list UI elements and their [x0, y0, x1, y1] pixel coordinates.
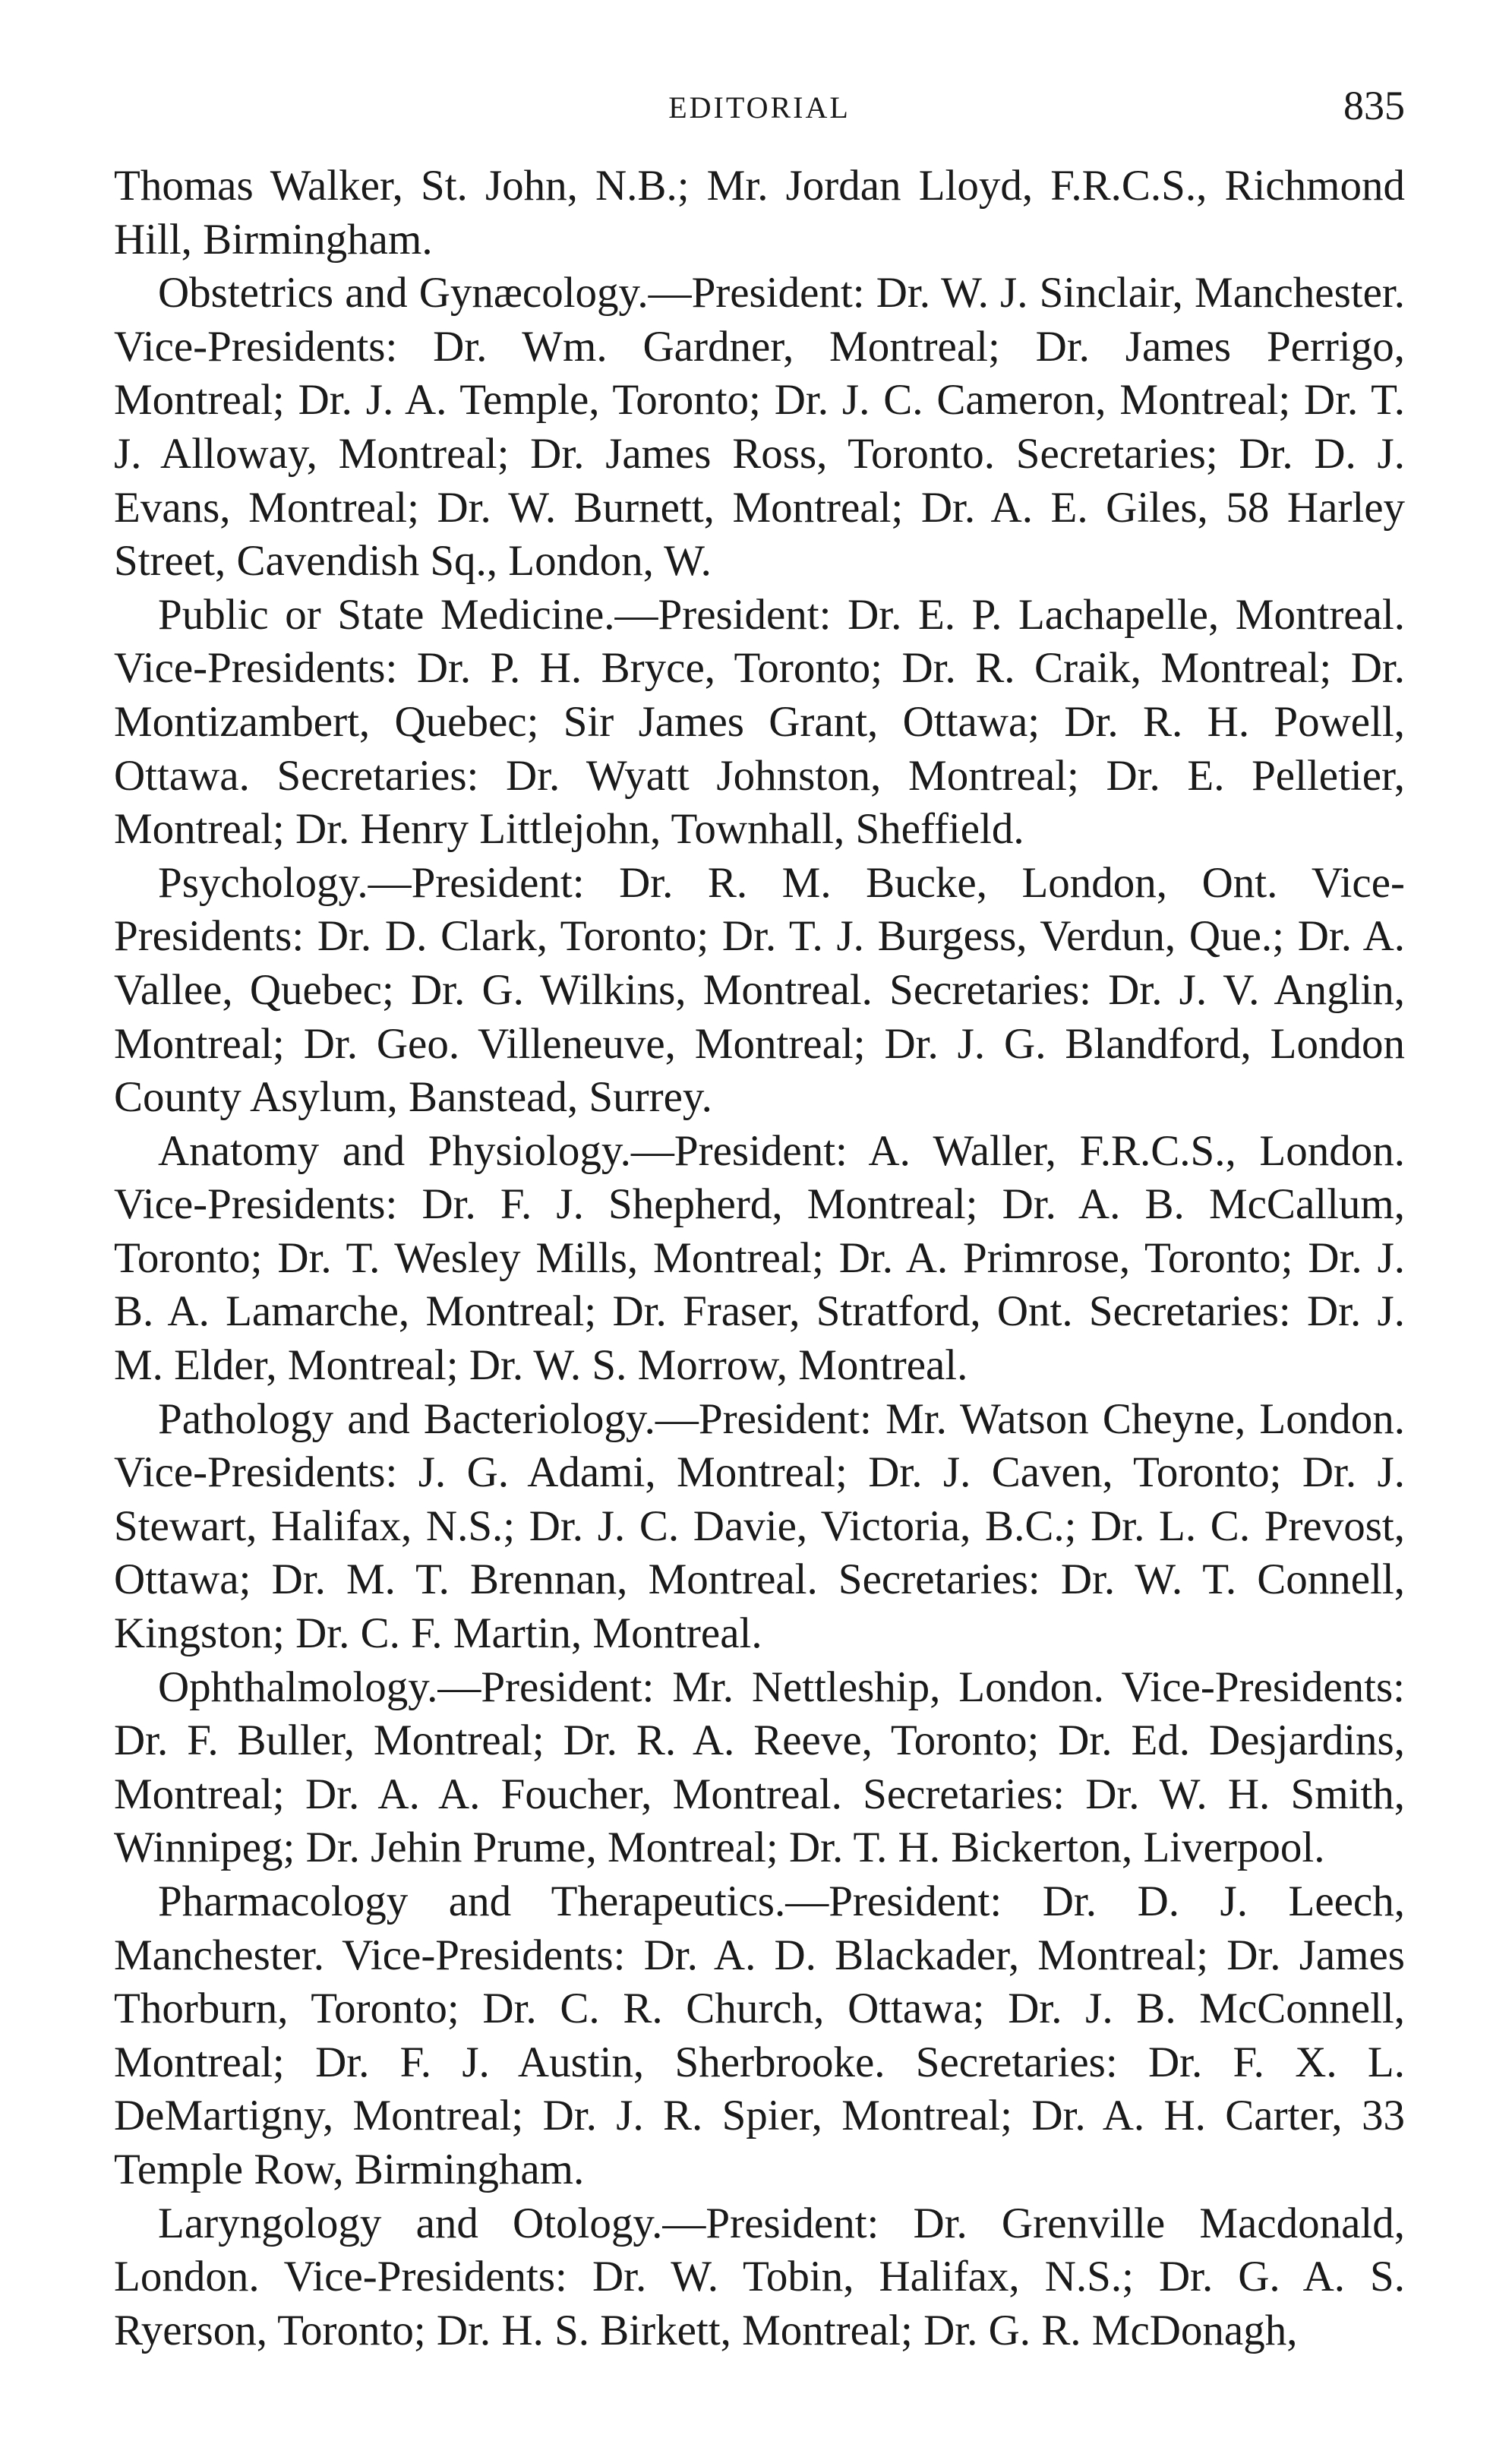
page-header: [114, 82, 1405, 135]
running-head: EDITORIAL: [668, 90, 851, 125]
page-number: 835: [1343, 83, 1405, 128]
paragraph-public-state-medicine: Public or State Medicine.—President: Dr. E. P. Lachapelle, Montreal. Vice-Presidents: Dr. P. H. Bryce, Toronto; Dr. R. Craik, Montreal; Dr. Montizambert, Quebec; Sir James Grant, Ottawa; Dr. R. H. Powell, Ottawa. Secretaries: Dr. Wyatt Johnston, Montreal; Dr. E. Pelletier, Montreal; Dr. Henry Littlejohn, Townhall, Sheffield.: [114, 590, 1405, 854]
paragraph-obstetrics-gynaecology: Obstetrics and Gynæcology.—President: Dr. W. J. Sinclair, Manchester. Vice-Presidents: Dr. Wm. Gardner, Montreal; Dr. James Perrigo, Montreal; Dr. J. A. Temple, Toronto; Dr. J. C. Cameron, Montreal; Dr. T. J. Alloway, Montreal; Dr. James Ross, Toronto. Secretaries; Dr. D. J. Evans, Montreal; Dr. W. Burnett, Montreal; Dr. A. E. Giles, 58 Harley Street, Cavendish Sq., London, W.: [114, 269, 1405, 586]
document-page: [114, 0, 1405, 2441]
paragraph-pathology-bacteriology: Pathology and Bacteriology.—President: Mr. Watson Cheyne, London. Vice-Presidents: J. G. Adami, Montreal; Dr. J. Caven, Toronto; Dr. J. Stewart, Halifax, N.S.; Dr. J. C. Davie, Victoria, B.C.; Dr. L. C. Prevost, Ottawa; Dr. M. T. Brennan, Montreal. Secretaries: Dr. W. T. Connell, Kingston; Dr. C. F. Martin, Montreal.: [114, 1394, 1405, 1658]
body-text: [114, 159, 1405, 2357]
paragraph-ophthalmology: Ophthalmology.—President: Mr. Nettleship, London. Vice-Presidents: Dr. F. Buller, Montreal; Dr. R. A. Reeve, Toronto; Dr. Ed. Desjardins, Montreal; Dr. A. A. Foucher, Montreal. Secretaries: Dr. W. H. Smith, Winnipeg; Dr. Jehin Prume, Montreal; Dr. T. H. Bickerton, Liverpool.: [114, 1663, 1405, 1872]
paragraph-laryngology-otology: Laryngology and Otology.—President: Dr. Grenville Macdonald, London. Vice-Presidents: Dr. W. Tobin, Halifax, N.S.; Dr. G. A. S. Ryerson, Toronto; Dr. H. S. Birkett, Montreal; Dr. G. R. McDonagh,: [114, 2199, 1405, 2354]
paragraph-continued: Thomas Walker, St. John, N.B.; Mr. Jordan Lloyd, F.R.C.S., Richmond Hill, Birmingham.: [114, 162, 1405, 264]
paragraph-pharmacology-therapeutics: Pharmacology and Therapeutics.—President: Dr. D. J. Leech, Manchester. Vice-Presidents: Dr. A. D. Blackader, Montreal; Dr. James Thorburn, Toronto; Dr. C. R. Church, Ottawa; Dr. J. B. McConnell, Montreal; Dr. F. J. Austin, Sherbrooke. Secretaries: Dr. F. X. L. DeMartigny, Montreal; Dr. J. R. Spier, Montreal; Dr. A. H. Carter, 33 Temple Row, Birmingham.: [114, 1877, 1405, 2193]
paragraph-psychology: Psychology.—President: Dr. R. M. Bucke, London, Ont. Vice-Presidents: Dr. D. Clark, Toronto; Dr. T. J. Burgess, Verdun, Que.; Dr. A. Vallee, Quebec; Dr. G. Wilkins, Montreal. Secretaries: Dr. J. V. Anglin, Montreal; Dr. Geo. Villeneuve, Montreal; Dr. J. G. Blandford, London County Asylum, Banstead, Surrey.: [114, 858, 1405, 1122]
paragraph-anatomy-physiology: Anatomy and Physiology.—President: A. Waller, F.R.C.S., London. Vice-Presidents: Dr. F. J. Shepherd, Montreal; Dr. A. B. McCallum, Toronto; Dr. T. Wesley Mills, Montreal; Dr. A. Primrose, Toronto; Dr. J. B. A. Lamarche, Montreal; Dr. Fraser, Stratford, Ont. Secretaries: Dr. J. M. Elder, Montreal; Dr. W. S. Morrow, Montreal.: [114, 1126, 1405, 1390]
